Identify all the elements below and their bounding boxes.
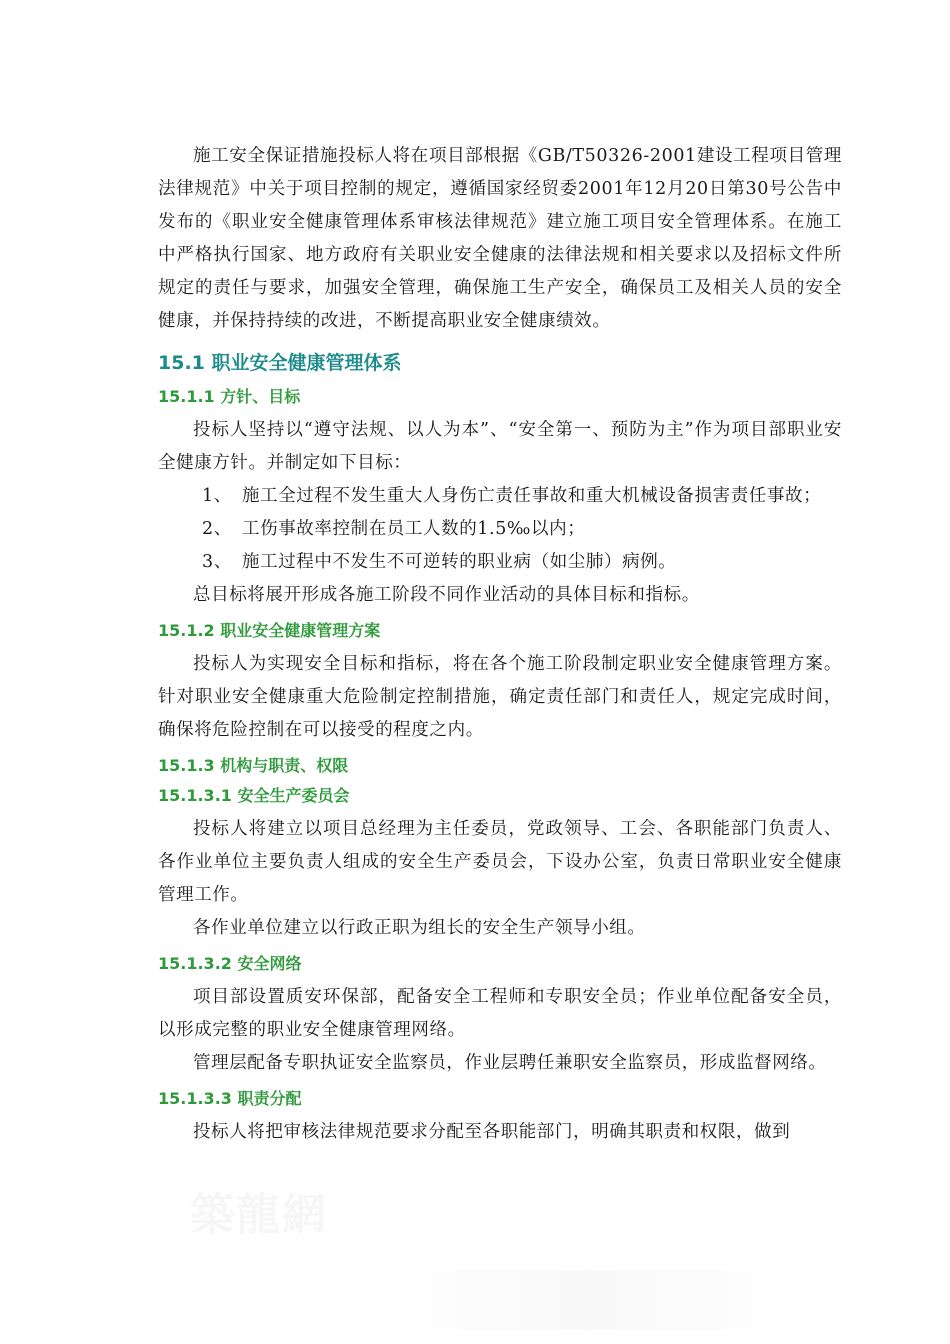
responsibility-paragraph: 投标人将把审核法律规范要求分配至各职能部门，明确其职责和权限，做到	[193, 1122, 791, 1142]
section-heading-15-1-3-1: 15.1.3.1 安全生产委员会	[158, 786, 350, 805]
goal-summary-paragraph: 总目标将展开形成各施工阶段不同作业活动的具体目标和指标。	[193, 585, 700, 605]
list-item-text: 工伤事故率控制在员工人数的1.5‰以内；	[242, 519, 586, 539]
section-heading-15-1-2: 15.1.2 职业安全健康管理方案	[158, 621, 381, 640]
section-heading-15-1-3-3: 15.1.3.3 职责分配	[158, 1089, 302, 1108]
supervision-paragraph: 管理层配备专职执证安全监察员，作业层聘任兼职安全监察员，形成监督网络。	[193, 1053, 827, 1073]
policy-paragraph: 投标人坚持以“遵守法规、以人为本”、“安全第一、预防为主”作为项目部职业安全健康方针。并制定如下目标：	[158, 420, 842, 473]
list-item-number: 3、	[202, 552, 232, 572]
leadership-group-paragraph: 各作业单位建立以行政正职为组长的安全生产领导小组。	[193, 918, 646, 938]
list-item	[158, 546, 842, 579]
watermark-logo: 築龍網	[190, 1189, 328, 1240]
section-heading-15-1-3-2: 15.1.3.2 安全网络	[158, 954, 302, 973]
watermark-shade	[380, 1270, 800, 1330]
section-heading-15-1-3: 15.1.3 机构与职责、权限	[158, 756, 349, 775]
section-heading-15-1-1: 15.1.1 方针、目标	[158, 387, 301, 406]
list-item-number: 1、	[202, 486, 232, 506]
network-paragraph: 项目部设置质安环保部，配备安全工程师和专职安全员；作业单位配备安全员，以形成完整的职业安全健康管理网络。	[158, 987, 842, 1040]
intro-paragraph: 施工安全保证措施投标人将在项目部根据《GB/T50326-2001建设工程项目管理法律规范》中关于项目控制的规定，遵循国家经贸委2001年12月20日第30号公告中发布的《职业安全健康管理体系审核法律规范》建立施工项目安全管理体系。在施工中严格执行国家、地方政府有关职业安全健康的法律法规和相关要求以及招标文件所规定的责任与要求，加强安全管理，确保施工生产安全，确保员工及相关人员的安全健康，并保持持续的改进，不断提高职业安全健康绩效。	[158, 146, 843, 331]
list-item-number: 2、	[202, 519, 232, 539]
committee-paragraph: 投标人将建立以项目总经理为主任委员，党政领导、工会、各职能部门负责人、各作业单位主要负责人组成的安全生产委员会，下设办公室，负责日常职业安全健康管理工作。	[158, 819, 842, 905]
section-heading-15-1: 15.1 职业安全健康管理体系	[158, 352, 402, 374]
list-item-text: 施工全过程不发生重大人身伤亡责任事故和重大机械设备损害责任事故；	[242, 486, 822, 506]
list-item	[158, 480, 842, 513]
document-body	[158, 140, 842, 1149]
list-item	[158, 513, 842, 546]
list-item-text: 施工过程中不发生不可逆转的职业病（如尘肺）病例。	[242, 552, 677, 572]
plan-paragraph: 投标人为实现安全目标和指标，将在各个施工阶段制定职业安全健康管理方案。针对职业安全健康重大危险制定控制措施，确定责任部门和责任人，规定完成时间，确保将危险控制在可以接受的程度之内。	[158, 654, 842, 740]
